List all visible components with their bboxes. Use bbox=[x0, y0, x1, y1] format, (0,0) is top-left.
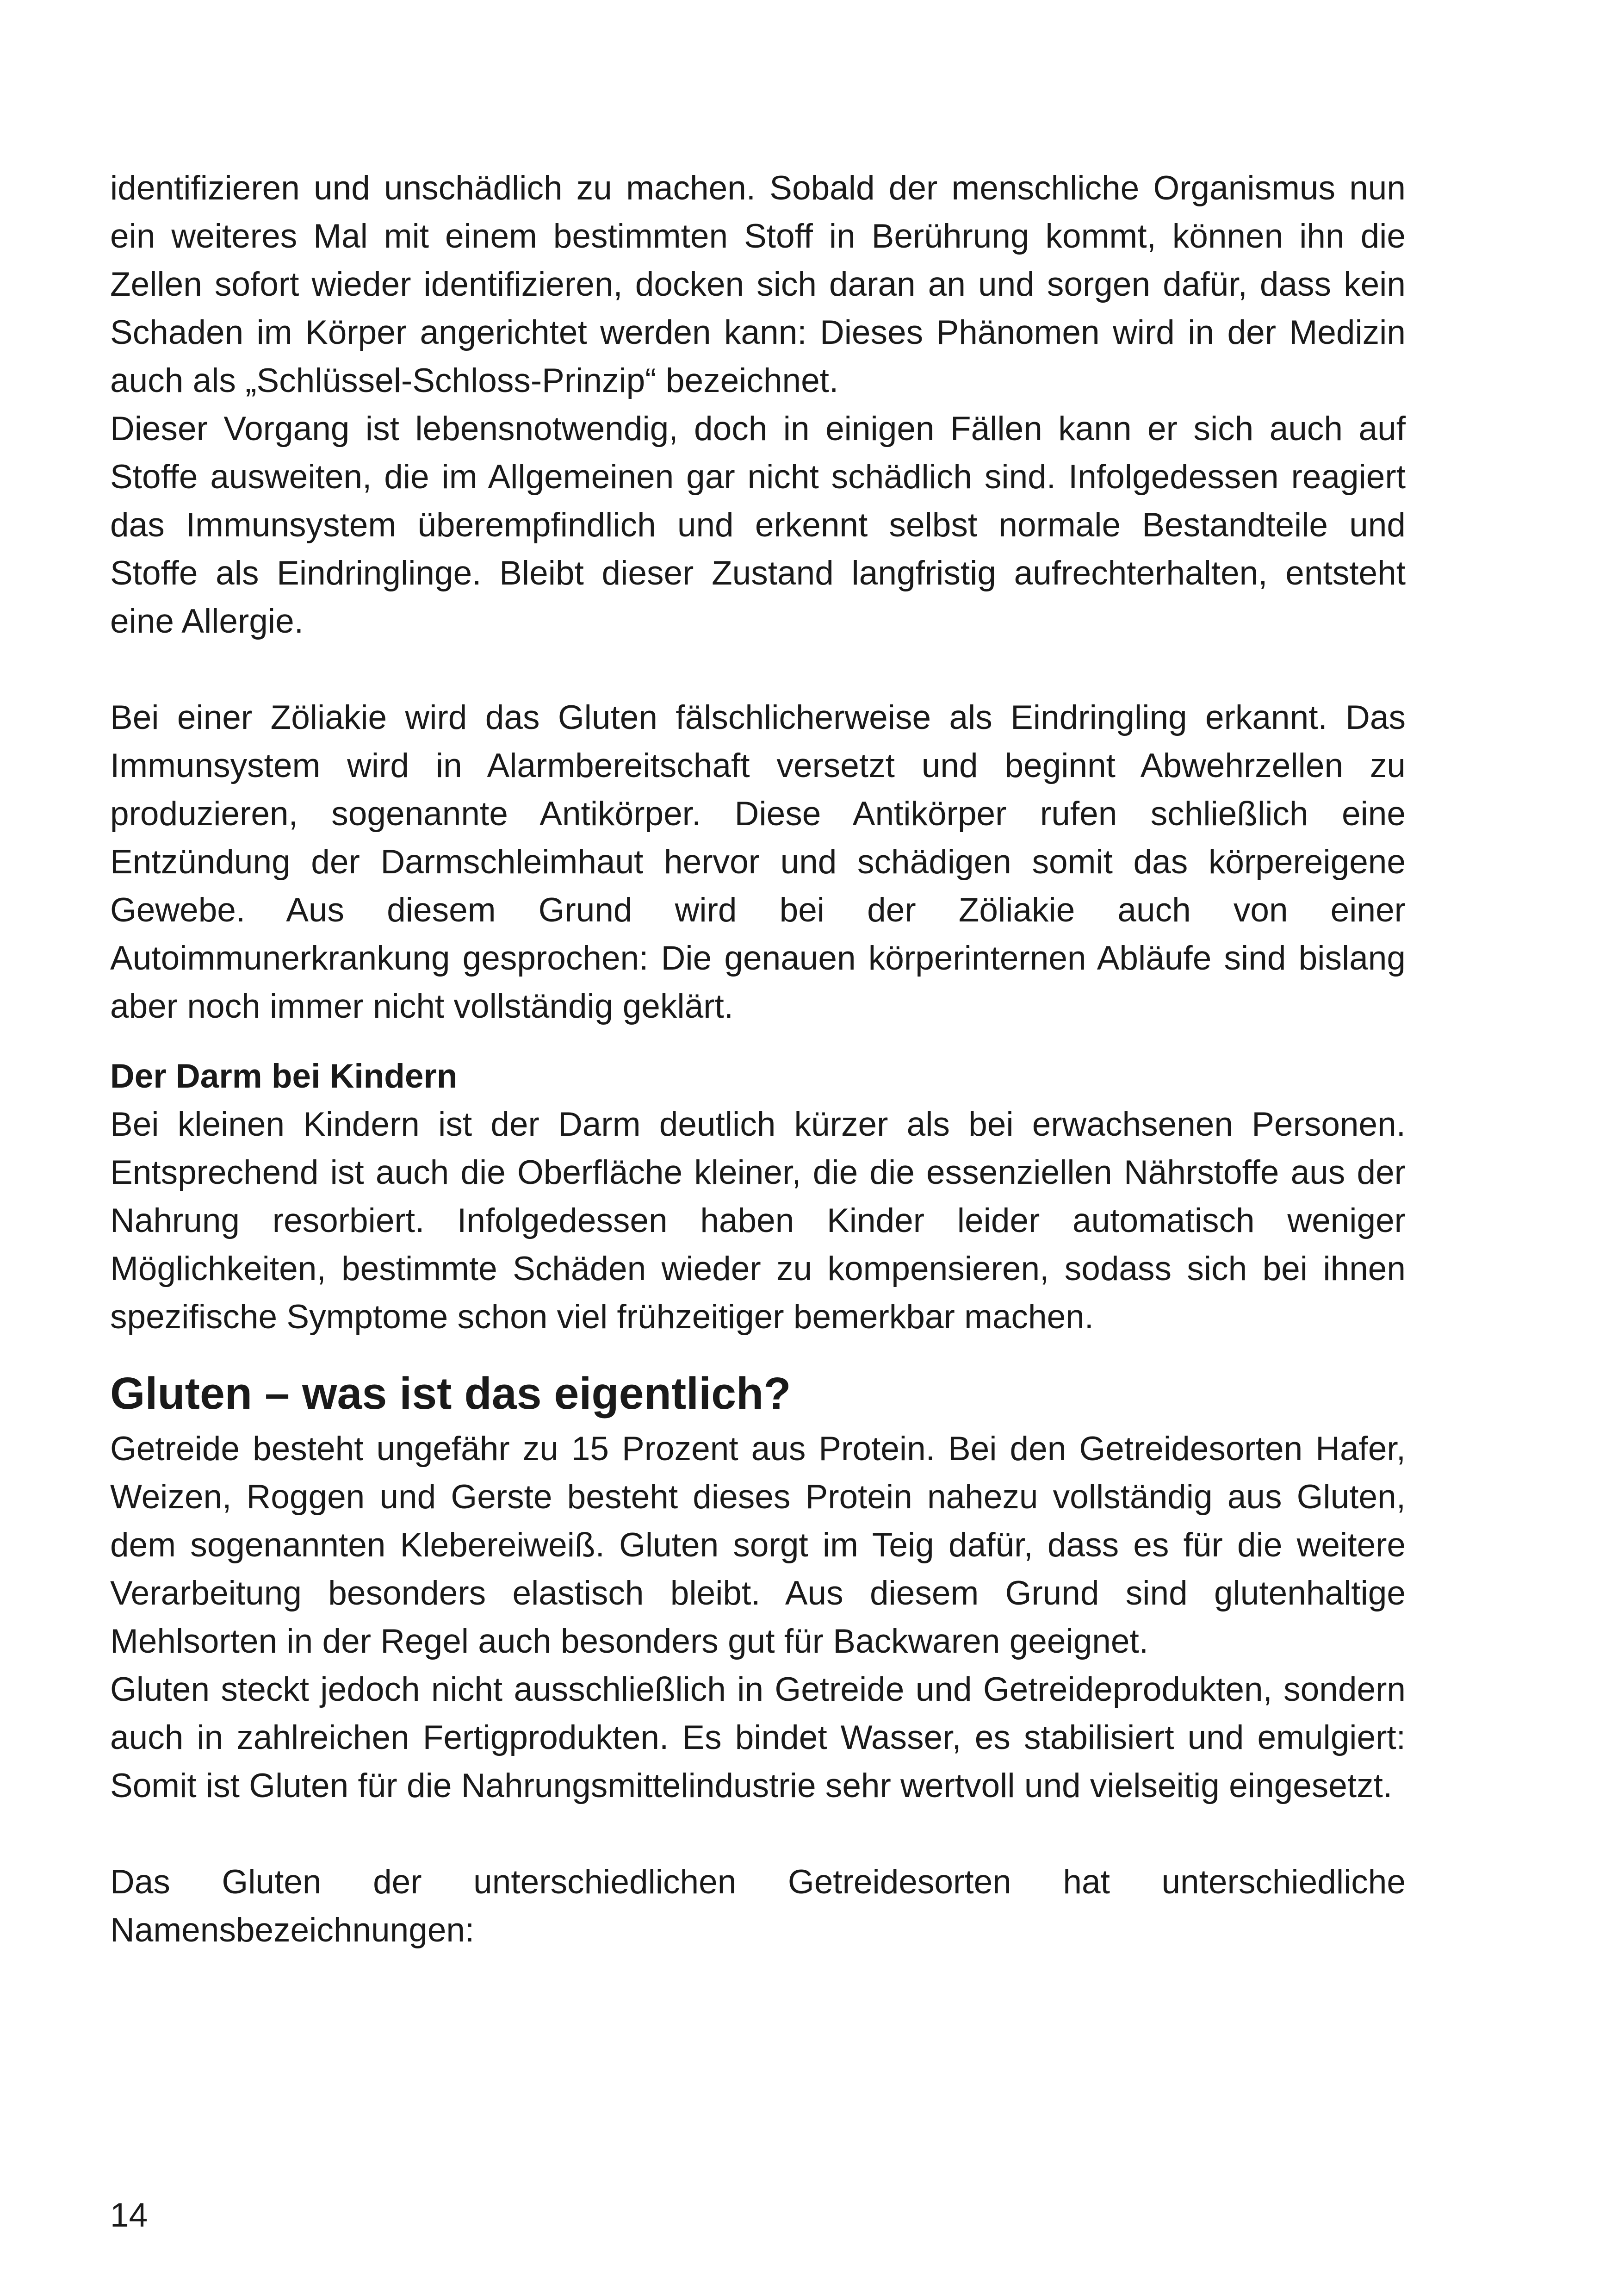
paragraph-zoeliakie: Bei einer Zöliakie wird das Gluten fälschlicherweise als Eindringling erkannt. Das Immunsystem wird in Alarmbereitschaft versetzt und beginnt Abwehrzellen zu produzieren, sogenannte Antikörper. Diese Antikörper rufen schließlich eine Entzündung der Darmschleimhaut hervor und schädigen somit das körpereigene Gewebe. Aus diesem Grund wird bei der Zöliakie auch von einer Autoimmunerkrankung gesprochen: Die genauen körperinternen Abläufe sind bislang aber noch immer nicht vollständig geklärt. bbox=[110, 699, 1406, 1025]
page-body bbox=[110, 164, 1406, 1954]
paragraph-fertigprodukte: Gluten steckt jedoch nicht ausschließlich in Getreide und Getreideprodukten, sondern auch in zahlreichen Fertigprodukten. Es bindet Wasser, es stabilisiert und emulgiert: Somit ist Gluten für die Nahrungsmittelindustrie sehr wertvoll und vielseitig eingesetzt. bbox=[110, 1671, 1406, 1804]
section-heading-gluten: Gluten – was ist das eigentlich? bbox=[110, 1368, 791, 1419]
paragraph-spacer bbox=[110, 646, 1406, 694]
paragraph-spacer bbox=[110, 1810, 1406, 1858]
paragraph-getreide-protein: Getreide besteht ungefähr zu 15 Prozent aus Protein. Bei den Getreidesorten Hafer, Weizen, Roggen und Gerste besteht dieses Protein nahezu vollständig aus Gluten, dem sogenannten Klebereiweiß. Gluten sorgt im Teig dafür, dass es für die weitere Verarbeitung besonders elastisch bleibt. Aus diesem Grund sind glutenhaltige Mehlsorten in der Regel auch besonders gut für Backwaren geeignet. bbox=[110, 1430, 1406, 1660]
page-number: 14 bbox=[110, 2196, 148, 2234]
paragraph-darm-kinder: Bei kleinen Kindern ist der Darm deutlich kürzer als bei erwachsenen Personen. Entsprechend ist auch die Oberfläche kleiner, die die essenziellen Nährstoffe aus der Nahrung resorbiert. Infolgedessen haben Kinder leider automatisch weniger Möglichkeiten, bestimmte Schäden wieder zu kompensieren, sodass sich bei ihnen spezifische Symptome schon viel frühzeitiger bemerkbar machen. bbox=[110, 1106, 1406, 1336]
subheading-darm-bei-kindern: Der Darm bei Kindern bbox=[110, 1058, 458, 1095]
paragraph-allergie: Dieser Vorgang ist lebensnotwendig, doch in einigen Fällen kann er sich auch auf Stoffe ausweiten, die im Allgemeinen gar nicht schädlich sind. Infolgedessen reagiert das Immunsystem überempfindlich und erkennt selbst normale Bestandteile und Stoffe als Eindringlinge. Bleibt dieser Zustand langfristig aufrechterhalten, entsteht eine Allergie. bbox=[110, 410, 1406, 640]
paragraph-namensbezeichnungen: Das Gluten der unterschiedlichen Getreidesorten hat unterschiedliche Namensbezeichnungen: bbox=[110, 1863, 1406, 1949]
paragraph-schluessel-schloss: identifizieren und unschädlich zu machen. Sobald der menschliche Organismus nun ein weiteres Mal mit einem bestimmten Stoff in Berührung kommt, können ihn die Zellen sofort wieder identifizieren, docken sich daran an und sorgen dafür, dass kein Schaden im Körper angerichtet werden kann: Dieses Phänomen wird in der Medizin auch als „Schlüssel-Schloss-Prinzip“ bezeichnet. bbox=[110, 169, 1406, 399]
